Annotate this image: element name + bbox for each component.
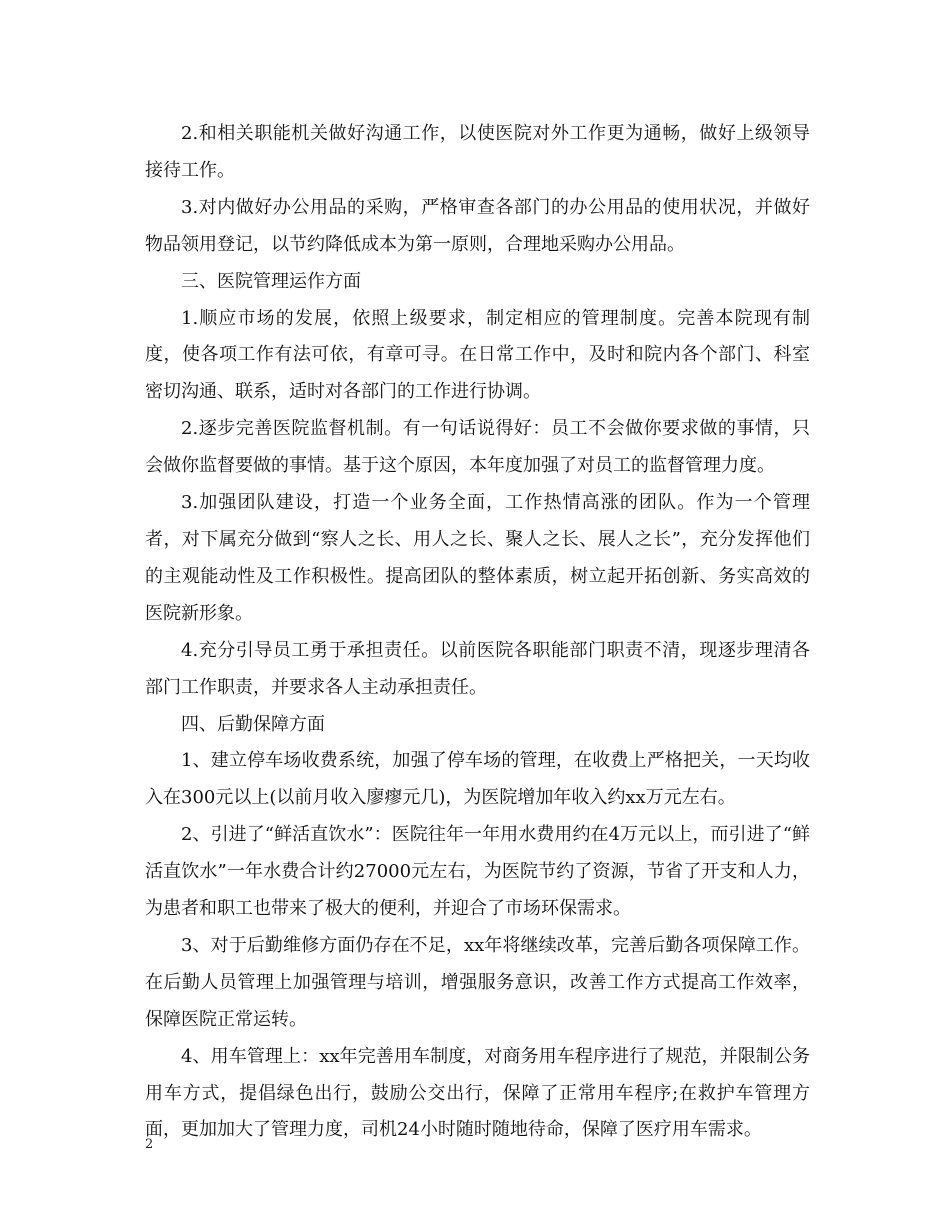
paragraph-maintenance: 3、对于后勤维修方面仍存在不足，xx年将继续改革，完善后勤各项保障工作。在后勤人员管理上加强管理与培训，增强服务意识，改善工作方式提高工作效率，保障医院正常运转。	[145, 934, 810, 1030]
document-body	[145, 116, 810, 1149]
section-heading-logistics: 四、后勤保障方面	[181, 713, 325, 735]
page-number: 2	[145, 1137, 154, 1152]
paragraph-communication: 2.和相关职能机关做好沟通工作，以使医院对外工作更为通畅，做好上级领导接待工作。	[145, 123, 810, 181]
paragraph-team-building: 3.加强团队建设，打造一个业务全面，工作热情高涨的团队。作为一个管理者，对下属充分做到“察人之长、用人之长、聚人之长、展人之长”，充分发挥他们的主观能动性及工作积极性。提高团队的整体素质，树立起开拓创新、务实高效的医院新形象。	[145, 492, 810, 624]
paragraph-parking: 1、建立停车场收费系统，加强了停车场的管理，在收费上严格把关，一天均收入在300元以上(以前月收入廖瘳元几)，为医院增加年收入约xx万元左右。	[145, 750, 810, 809]
paragraph-office-supplies: 3.对内做好办公用品的采购，严格审查各部门的办公用品的使用状况，并做好物品领用登记，以节约降低成本为第一原则，合理地采购办公用品。	[145, 196, 810, 255]
paragraph-supervision: 2.逐步完善医院监督机制。有一句话说得好：员工不会做你要求做的事情，只会做你监督要做的事情。基于这个原因，本年度加强了对员工的监督管理力度。	[145, 418, 810, 477]
paragraph-drinking-water: 2、引进了“鲜活直饮水”：医院往年一年用水费用约在4万元以上，而引进了“鲜活直饮水”一年水费合计约27000元左右，为医院节约了资源，节省了开支和人力，为患者和职工也带来了极大的便利，并迎合了市场环保需求。	[145, 824, 810, 920]
paragraph-management-system: 1.顺应市场的发展，依照上级要求，制定相应的管理制度。完善本院现有制度，使各项工作有法可依，有章可寻。在日常工作中，及时和院内各个部门、科室密切沟通、联系，适时对各部门的工作进行协调。	[145, 307, 810, 403]
paragraph-responsibility: 4.充分引导员工勇于承担责任。以前医院各职能部门职责不清，现逐步理清各部门工作职责，并要求各人主动承担责任。	[145, 639, 810, 698]
section-heading-management: 三、医院管理运作方面	[181, 270, 361, 292]
paragraph-vehicle-management: 4、用车管理上：xx年完善用车制度，对商务用车程序进行了规范，并限制公务用车方式，提倡绿色出行，鼓励公交出行，保障了正常用车程序;在救护车管理方面，更加加大了管理力度，司机24小时随时随地待命，保障了医疗用车需求。	[145, 1045, 810, 1141]
